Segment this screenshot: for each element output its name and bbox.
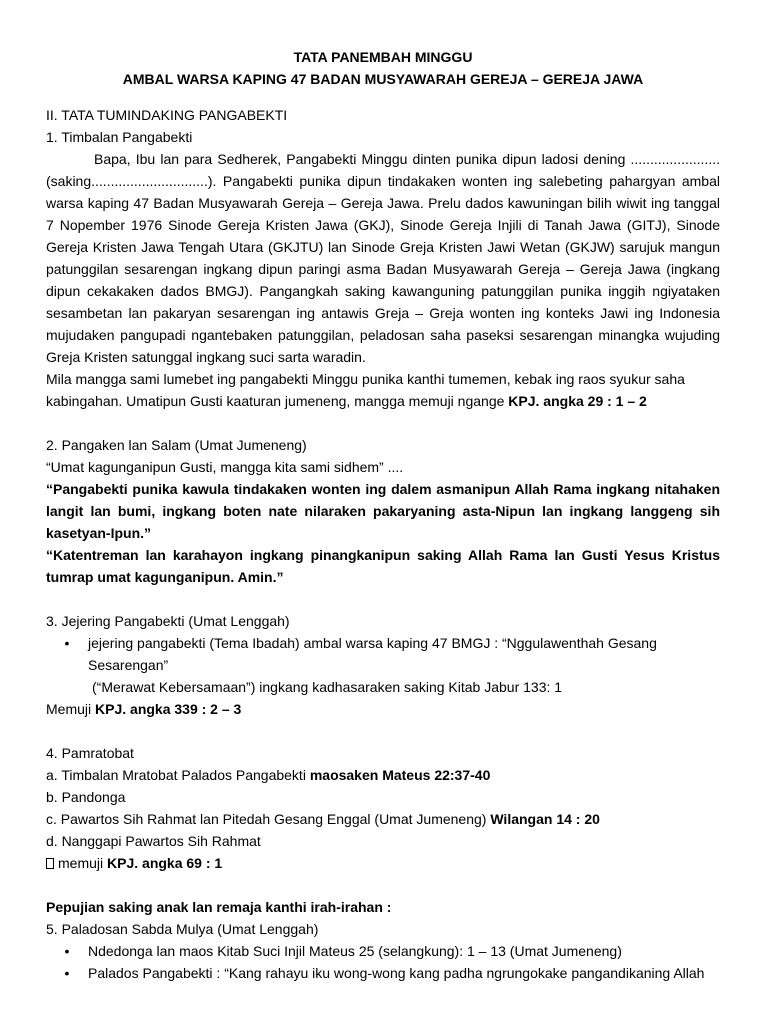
s1-paragraph-2-line-2 <box>46 390 720 412</box>
title-line-1: TATA PANEMBAH MINGGU <box>293 49 473 65</box>
s3-memuji-text: Memuji <box>46 701 96 717</box>
s2-heading: 2. Pangaken lan Salam (Umat Jumeneng) <box>46 437 307 453</box>
spacer <box>46 588 720 610</box>
spacer <box>46 412 720 434</box>
s3-hymn-ref: KPJ. angka 339 : 2 – 3 <box>95 701 242 717</box>
s4-item-a <box>46 764 720 786</box>
title-line-2: AMBAL WARSA KAPING 47 BADAN MUSYAWARAH GEREJA – GEREJA JAWA <box>122 71 644 87</box>
s4-memuji-text: memuji <box>58 855 108 871</box>
s1-hymn-ref: KPJ. angka 29 : 1 – 2 <box>508 393 647 409</box>
s4-item-c <box>46 808 720 830</box>
s3-bullet-line-1: jejering pangabekti (Tema Ibadah) ambal warsa kaping 47 BMGJ : “Nggulawenthah Gesang Sesarengan” <box>88 635 657 673</box>
s5-heading: 5. Paladosan Sabda Mulya (Umat Lenggah) <box>46 921 319 937</box>
spacer <box>46 874 720 896</box>
s2-votum: “Pangabekti punika kawula tindakaken wonten ing dalem asmanipun Allah Rama ingkang nitahaken langit lan bumi, ingkang boten nate nilaraken pakaryaning asta-Nipun lan ingkang langgeng sih kasetyan-Ipun.” <box>46 481 720 541</box>
s5-bullet-2-text: Palados Pangabekti : “Kang rahayu iku wong-wong kang padha ngrungokake pangandikaning Allah <box>88 965 705 981</box>
s1-paragraph-2-line-1: Mila mangga sami lumebet ing pangabekti Minggu punika kanthi tumemen, kebak ing raos syukur saha <box>46 371 685 387</box>
s1-paragraph: Bapa, Ibu lan para Sedherek, Pangabekti Minggu dinten punika dipun ladosi dening ....................... (saking..............................). Pangabekti punika dipun tindakaken wonten ing salebeting pahargyan ambal warsa kaping 47 Badan Musyawarah Gereja – Gereja Jawa. Prelu dados kawuningan bilih wiwit ing tanggal 7 Nopember 1976 Sinode Gereja Kristen Jawa (GKJ), Sinode Gereja Injili di Tanah Jawa (GITJ), Sinode Gereja Kristen Jawa Tengah Utara (GKJTU) lan Sinode Greja Kristen Jawi Wetan (GKJW) sarujuk mangun patunggilan sesarengan ingkang dipun paringi asma Badan Musyawarah Gereja – Gereja Jawa (ingkang dipun cekakaken dados BMGJ). Pangangkah saking kawanguning patunggilan punika inggih ngiyataken sesambetan lan pakaryan sesarengan ing antawis Greja – Greja wonten ing konteks Jawi ing Indonesia mujudaken pangupadi ngantebaken patunggilan, peladosan saha paseksi sesarengan minangka wujuding Greja Kristen satunggal ingkang suci sarta waradin. <box>46 151 720 365</box>
s3-memuji <box>46 698 720 720</box>
s4-item-a-ref: maosaken Mateus 22:37-40 <box>309 767 491 783</box>
bullet-icon: • <box>64 635 70 651</box>
s4-hymn-ref: KPJ. angka 69 : 1 <box>107 855 223 871</box>
s4-memuji <box>46 852 720 874</box>
s4-item-c-text: c. Pawartos Sih Rahmat lan Pitedah Gesang Enggal (Umat Jumeneng) <box>46 811 491 827</box>
document-title <box>46 46 720 90</box>
s3-heading: 3. Jejering Pangabekti (Umat Lenggah) <box>46 613 290 629</box>
s5-bullet-item-2 <box>46 962 720 984</box>
s1-heading: 1. Timbalan Pangabekti <box>46 129 193 145</box>
bullet-icon: • <box>64 943 70 959</box>
s3-bullet-line-2: (“Merawat Kebersamaan”) ingkang kadhasaraken saking Kitab Jabur 133: 1 <box>92 679 563 695</box>
s5-bullet-1-text: Ndedonga lan maos Kitab Suci Injil Mateus 25 (selangkung): 1 – 13 (Umat Jumeneng) <box>88 943 622 959</box>
s4-item-c-ref: Wilangan 14 : 20 <box>490 811 600 827</box>
s4-item-a-text: a. Timbalan Mratobat Palados Pangabekti <box>46 767 310 783</box>
spacer <box>46 720 720 742</box>
s4-item-d: d. Nanggapi Pawartos Sih Rahmat <box>46 833 261 849</box>
s3-bullet-item <box>46 632 720 676</box>
missing-glyph-icon <box>46 858 54 869</box>
bullet-icon: • <box>64 965 70 981</box>
s4-item-b: b. Pandonga <box>46 789 126 805</box>
s1-invite-text: kabingahan. Umatipun Gusti kaaturan jumeneng, mangga memuji ngange <box>46 393 509 409</box>
pepujian-heading: Pepujian saking anak lan remaja kanthi irah-irahan : <box>46 899 392 915</box>
s4-heading: 4. Pamratobat <box>46 745 134 761</box>
s2-salam: “Katentreman lan karahayon ingkang pinangkanipun saking Allah Rama lan Gusti Yesus Kristus tumrap umat kagunganipun. Amin.” <box>46 547 720 585</box>
s5-bullet-item-1 <box>46 940 720 962</box>
section-heading: II. TATA TUMINDAKING PANGABEKTI <box>46 107 288 123</box>
s2-quote: “Umat kagunganipun Gusti, mangga kita sami sidhem” .... <box>46 459 404 475</box>
